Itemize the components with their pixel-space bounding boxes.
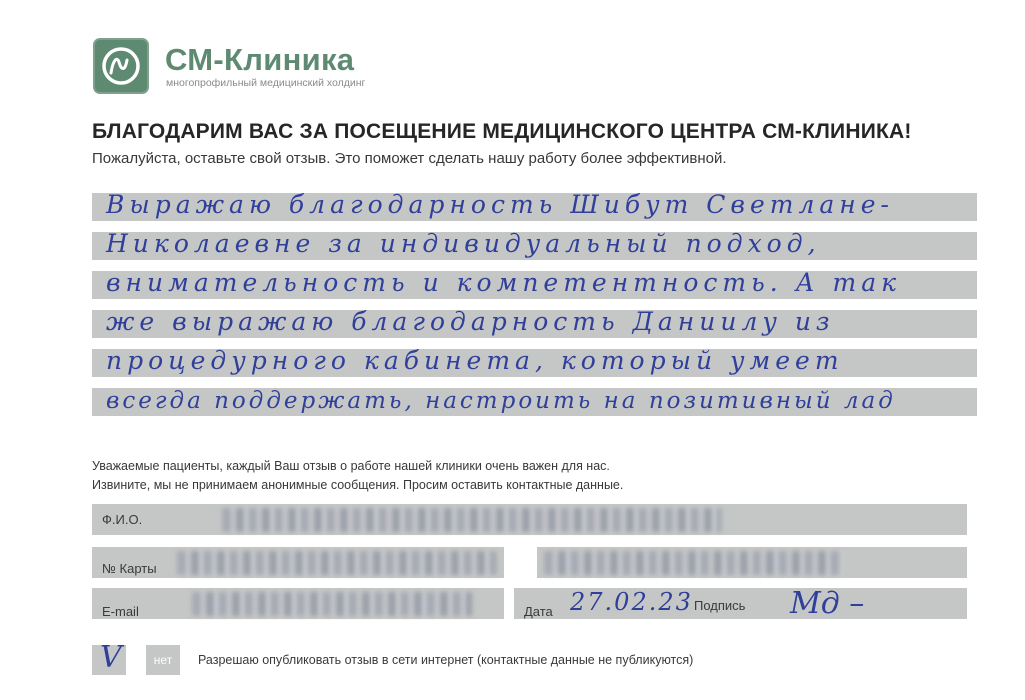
email-row: [92, 588, 967, 619]
review-line: [92, 268, 977, 299]
consent-no-label: нет: [153, 653, 173, 667]
review-line-text: всегда поддержать, настроить на позитивный лад: [106, 388, 896, 414]
consent-yes-checkbox[interactable]: [92, 640, 126, 675]
review-line-text: внимательность и компетентность. А так: [106, 268, 902, 297]
signature-value: Мд –: [790, 586, 865, 621]
review-line: [92, 388, 977, 416]
review-line: [92, 229, 977, 260]
name-row: [92, 504, 967, 535]
date-label: Дата: [524, 604, 553, 619]
clinic-logo-icon: [93, 38, 149, 94]
name-label: Ф.И.О.: [102, 512, 143, 527]
review-text-area[interactable]: [92, 190, 977, 427]
review-line-text: процедурного кабинета, который умеет: [106, 346, 844, 375]
review-line-text: же выражаю благодарность Даниилу из: [106, 307, 835, 336]
card-row: [92, 547, 967, 578]
page-subtitle: Пожалуйста, оставьте свой отзыв. Это поможет сделать нашу работу более эффективной.: [92, 150, 727, 167]
name-redacted: [222, 508, 722, 532]
notice-text: [92, 457, 623, 495]
review-line-text: Николаевне за индивидуальный подход,: [106, 229, 821, 258]
review-line: [92, 190, 977, 221]
card-redacted: [177, 551, 497, 575]
brand-tagline: многопрофильный медицинский холдинг: [166, 77, 366, 89]
card-label: № Карты: [102, 561, 157, 576]
signature-label: Подпись: [694, 598, 746, 613]
review-line-text: Выражаю благодарность Шибут Светлане-: [106, 190, 894, 219]
brand-name: СМ-Клиника: [165, 42, 355, 77]
review-line: [92, 346, 977, 377]
logo-emblem-icon: [95, 40, 147, 92]
email-label: E-mail: [102, 604, 139, 619]
consent-no-checkbox[interactable]: [146, 645, 180, 675]
date-value: 27.02.23: [570, 588, 693, 616]
notice-line: Извините, мы не принимаем анонимные сообщения. Просим оставить контактные данные.: [92, 478, 624, 492]
page-title: БЛАГОДАРИМ ВАС ЗА ПОСЕЩЕНИЕ МЕДИЦИНСКОГО ЦЕНТРА СМ-КЛИНИКА!: [92, 120, 912, 143]
card-extra-redacted: [544, 551, 844, 575]
consent-check-mark: V: [100, 640, 122, 675]
email-redacted: [192, 592, 472, 616]
review-line: [92, 307, 977, 338]
consent-text: Разрешаю опубликовать отзыв в сети интернет (контактные данные не публикуются): [198, 653, 694, 667]
notice-line: Уважаемые пациенты, каждый Ваш отзыв о работе нашей клиники очень важен для нас.: [92, 459, 610, 473]
